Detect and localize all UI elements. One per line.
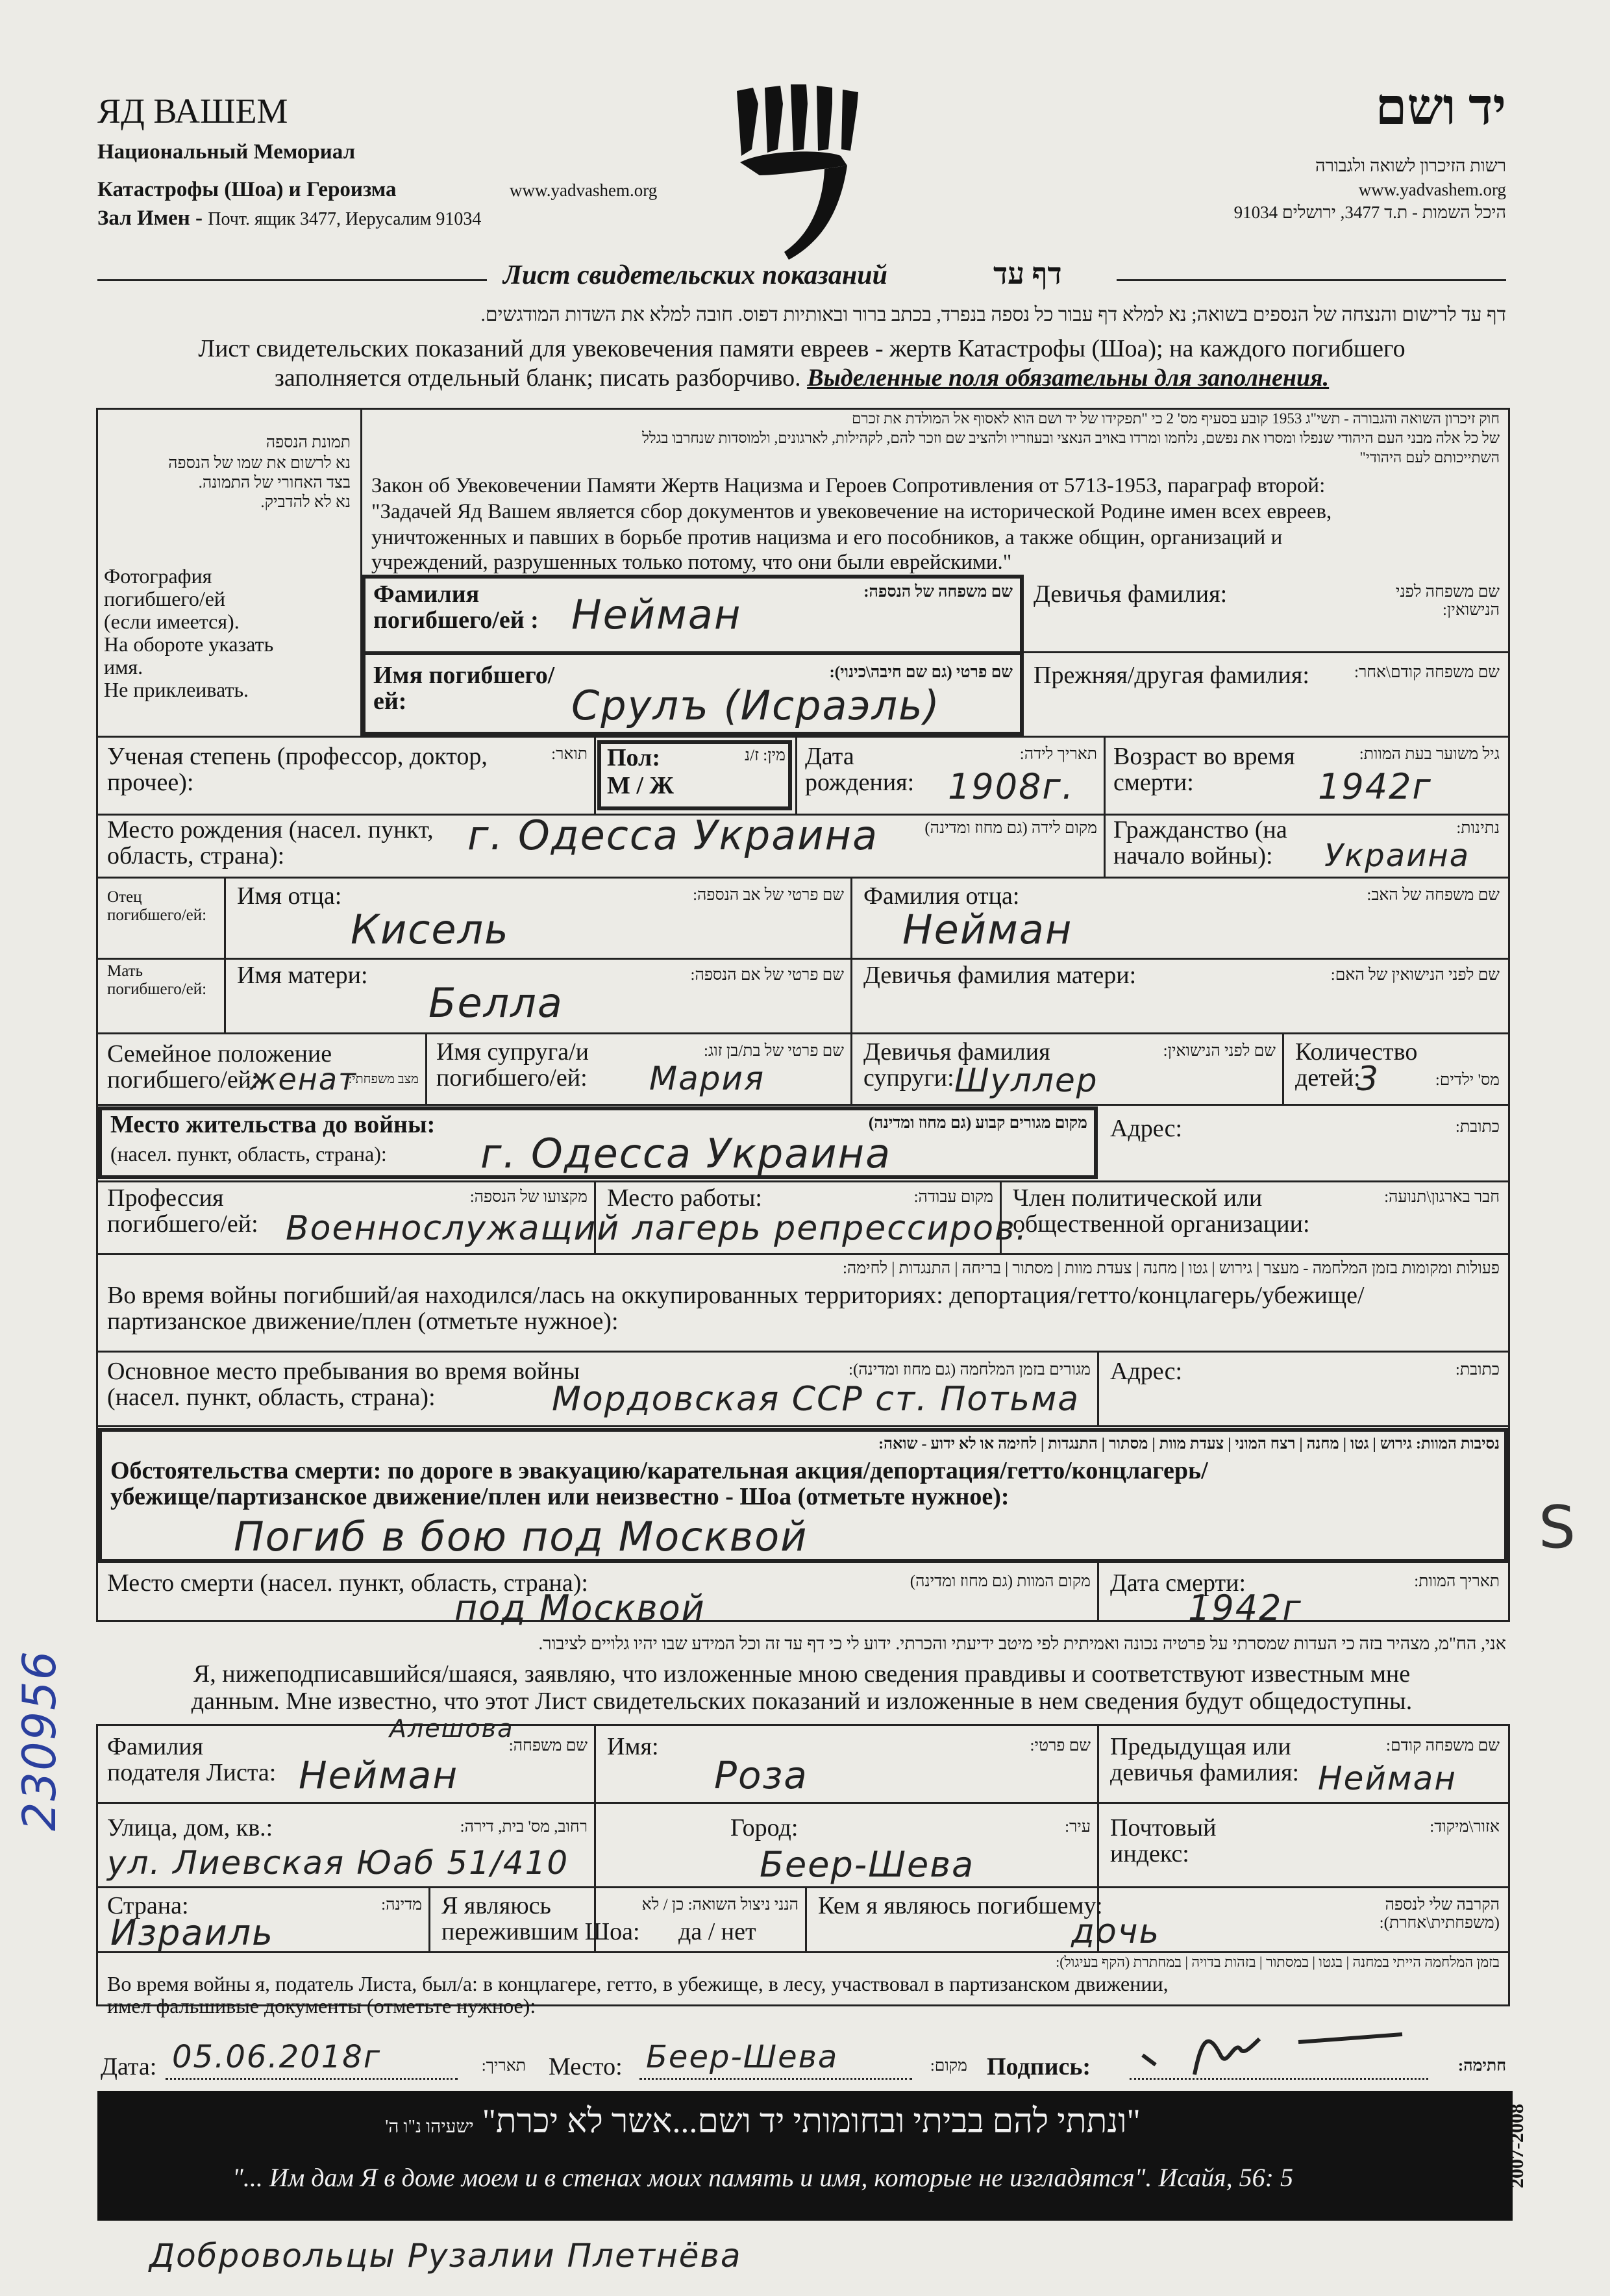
submitter-wartime-ru-1: Во время войны я, податель Листа, был/а: в концлагере, гетто, в убежище, в лесу, участвовал в партизанском движении, — [107, 1972, 1169, 1995]
father-name-value[interactable]: Кисель — [351, 906, 510, 953]
city-label: Город: — [730, 1814, 799, 1841]
prev-surname-he: שם משפחה קודם: — [1386, 1737, 1500, 1754]
name-value[interactable]: Срулъ (Исраэль) — [571, 682, 941, 729]
place-label: Место: — [549, 2053, 623, 2080]
age-label: Возраст во время смерти: — [1113, 743, 1295, 796]
law-ru-4: учреждений, разрушенных только потому, что они были еврейскими." — [371, 551, 1012, 574]
sex-label: Пол: — [607, 744, 661, 771]
spouse-he: שם פרטי של בת/בן זוג: — [704, 1042, 844, 1060]
street-he: רחוב, מס' בית, דירה: — [460, 1818, 588, 1836]
maiden-he: שם משפחה לפני הנישואין: — [1395, 583, 1500, 619]
death-circ-value[interactable]: Погиб в бою под Москвой — [234, 1513, 808, 1560]
survivor-he: הנני ניצול השואה: כן / לא — [641, 1896, 799, 1914]
residence-sub: (насел. пункт, область, страна): — [110, 1142, 387, 1166]
date-label: Дата: — [101, 2053, 157, 2080]
workplace-he: מקום עבודה: — [913, 1188, 993, 1206]
birthplace-label: Место рождения (насел. пункт, область, страна): — [107, 816, 434, 869]
death-place-value[interactable]: под Москвой — [454, 1588, 706, 1628]
death-date-label: Дата смерти: — [1110, 1569, 1246, 1597]
mother-name-label: Имя матери: — [237, 962, 368, 989]
citizenship-value[interactable]: Украина — [1324, 838, 1470, 874]
party-he: חבר בארגון\תנועה: — [1384, 1188, 1500, 1206]
residence-he: מקום מגורים קבוע (גם מחוז ומדינה) — [868, 1114, 1087, 1132]
surname-he: שם משפחה של הנספה: — [863, 583, 1013, 601]
father-surname-he: שם משפחה של האב: — [1367, 886, 1500, 904]
street-value[interactable]: ул. Лиевская Юаб 51/410 — [107, 1844, 569, 1882]
sex-he: מין: ז/נ — [745, 747, 786, 764]
country-he: מדינה: — [381, 1896, 422, 1914]
spouse-maiden-he: שם לפני הנישואין: — [1163, 1042, 1276, 1060]
mother-maiden-label: Девичья фамилия матери: — [863, 962, 1137, 989]
prev-surname-value[interactable]: Нейман — [1318, 1760, 1457, 1797]
country-label: Страна: — [107, 1892, 189, 1919]
org-title-ru: ЯД ВАШЕМ — [97, 92, 288, 131]
children-he: מס' ילדים: — [1435, 1071, 1500, 1089]
age-he: גיל משוער בעת המוות: — [1359, 745, 1500, 763]
marital-label: Семейное положение погибшего/ей: — [107, 1040, 332, 1093]
death-circ-he: נסיבות המוות: גירוש | גטו | מחנה | רצח המוני | צעדת מוות | מסתור | התנגדות | לחימה או לא ידוע - שואה: — [878, 1436, 1500, 1453]
wartime-ru-2: партизанское движение/плен (отметьте нужное): — [107, 1308, 619, 1335]
zip-label: Почтовый индекс: — [1110, 1814, 1217, 1867]
org-title-he: יד ושם — [1375, 79, 1506, 135]
law-he-1: חוק זיכרון השואה והגבורה - תשי"ג 1953 קובע בסעיף מס' 2 כי "תפקידו של יד ושם הוא לאסוף אל המולדת את זכרם — [851, 410, 1500, 427]
photo-ru-3: (если имеется). — [104, 610, 240, 633]
profession-label: Профессия погибшего/ей: — [107, 1184, 258, 1238]
relation-value[interactable]: дочь — [1071, 1912, 1161, 1951]
spouse-maiden-value[interactable]: Шуллер — [954, 1062, 1098, 1099]
dob-he: תאריך לידה: — [1019, 745, 1097, 763]
signature-mark[interactable] — [1130, 2016, 1441, 2081]
profession-he: מקצועו של הנספה: — [469, 1188, 588, 1206]
submitter-name-value[interactable]: Роза — [714, 1753, 808, 1797]
photo-ru-6: Не приклеивать. — [104, 678, 249, 701]
father-name-label: Имя отца: — [237, 882, 342, 910]
birthplace-he: מקום לידה (גם מחוז ומדינה) — [924, 819, 1097, 837]
residence-label: Место жительства до войны: — [110, 1111, 436, 1138]
submitter-surname-label: Фамилия подателя Листа: — [107, 1733, 277, 1786]
website-left: www.yadvashem.org — [510, 181, 658, 200]
surname-value[interactable]: Нейман — [571, 591, 742, 638]
citizenship-label: Гражданство (на начало войны): — [1113, 816, 1287, 869]
father-side-label: Отец погибшего/ей: — [107, 888, 207, 924]
photo-ru-4: На обороте указать — [104, 632, 274, 656]
relation-he: הקרבה שלי לנספה (משפחתית\אחרת): — [1379, 1896, 1500, 1932]
marital-he: מצב משפחתי: — [348, 1072, 419, 1086]
intro-he: דף עד לרישום והנצחה של הנספים בשואה; נא למלא דף עבור כל נספה בנפרד, בכתב ברור ובאותיות דפוס. חובה למלא את השדות המודגשים. — [480, 304, 1506, 325]
submitter-wartime-he: בזמן המלחמה הייתי במחנה | בגטו | במסתור | בזהות בדויה | במחתרת (הקף בעיגול): — [1056, 1954, 1500, 1970]
law-ru-2: "Задачей Яд Вашем является сбор документов и увековечение на исторической Родине имен всех евреев, — [371, 500, 1332, 523]
marital-value[interactable]: женат — [250, 1062, 357, 1097]
form-title-he: דף עד — [993, 257, 1062, 290]
degree-he: תואר: — [551, 745, 588, 763]
survivor-options[interactable]: да / нет — [678, 1918, 756, 1945]
form-title-ru: Лист свидетельских показаний — [503, 260, 887, 290]
age-value[interactable]: 1942г — [1318, 766, 1432, 807]
address-he: כתובת: — [1455, 1118, 1500, 1136]
death-place-label: Место смерти (насел. пункт, область, страна): — [107, 1569, 588, 1597]
degree-label: Ученая степень (профессор, доктор, прочее): — [107, 743, 488, 796]
footer-year: 2007-2008 — [1506, 2104, 1528, 2188]
org-address-ru: Зал Имен - Почт. ящик 3477, Иерусалим 91034 — [97, 206, 482, 230]
photo-he-4: נא לא להדביק. — [260, 493, 351, 511]
declaration-he: אני, הח"מ, מצהיר בזה כי העדות שמסרתי על פרטיה נכונה ואמיתית לפי מיטב ידיעתי והכרתי. ידוע לי כי דף עד זה וכל המידע שבו יהיו גלויים לציבור. — [538, 1634, 1506, 1653]
country-value[interactable]: Израиль — [110, 1912, 274, 1953]
residence-value[interactable]: г. Одесса Украина — [480, 1130, 892, 1177]
surname-label: Фамилия погибшего/ей : — [373, 580, 539, 634]
death-date-he: תאריך המוות: — [1414, 1573, 1500, 1590]
mother-side-label: Мать погибшего/ей: — [107, 962, 207, 998]
spouse-label: Имя супруга/и погибшего/ей: — [436, 1038, 589, 1092]
submitter-wartime-ru-2: имел фальшивые документы (отметьте нужное): — [107, 1994, 536, 2017]
footer-quote-he: "ונתתי להם בביתי ובחומותי יד ושם...אשר לא יכרת" ישעיהו נ"ו ה' — [385, 2103, 1141, 2140]
footer-quote-ru: "... Им дам Я в доме моем и в стенах моих память и имя, которые не изгладятся". Исайя, 56: 5 — [232, 2163, 1293, 2192]
other-surname-label: Прежняя/другая фамилия: — [1034, 662, 1309, 689]
death-circ-ru-1: Обстоятельства смерти: по дороге в эвакуацию/карательная акция/депортация/гетто/концлагерь/ — [110, 1457, 1208, 1484]
spouse-value[interactable]: Мария — [649, 1060, 765, 1097]
mother-name-he: שם פרטי של אם הנספה: — [690, 966, 844, 984]
party-label: Член политической или общественной организации: — [1013, 1184, 1310, 1238]
dob-label: Дата рождения: — [805, 743, 915, 796]
name-label: Имя погибшего/ей: — [373, 662, 555, 715]
intro-ru-2: заполняется отдельный бланк; писать разборчиво. Выделенные поля обязательны для заполнения. — [274, 364, 1330, 392]
yad-vashem-logo — [727, 78, 876, 266]
other-surname-he: שם משפחה קודם\אחר: — [1354, 664, 1500, 681]
photo-he-1: תמונת הנספה — [266, 434, 351, 451]
wartime-ru-1: Во время войны погибший/ая находился/лась на оккупированных территориях: депортация/гетто/концлагерь/убежище/ — [107, 1282, 1365, 1309]
prev-surname-label: Предыдущая или девичья фамилия: — [1110, 1733, 1300, 1786]
sex-options[interactable]: М / Ж — [607, 772, 674, 799]
photo-ru-1: Фотография — [104, 564, 212, 588]
photo-ru-5: имя. — [104, 655, 143, 679]
submitter-name-label: Имя: — [607, 1733, 659, 1760]
father-surname-label: Фамилия отца: — [863, 882, 1020, 910]
children-label: Количество детей: — [1295, 1038, 1418, 1092]
archive-number: 230956 — [13, 1649, 66, 1831]
sign-label: Подпись: — [987, 2053, 1091, 2080]
main-address-he: כתובת: — [1455, 1361, 1500, 1379]
mother-maiden-he: שם לפני הנישואין של האם: — [1330, 966, 1500, 984]
declaration-ru-1: Я, нижеподписавшийся/шаяся, заявляю, что изложенные мною сведения правдивы и соответствуют известным мне — [193, 1660, 1411, 1688]
photo-ru-2: погибшего/ей — [104, 587, 226, 610]
declaration-ru-2: данным. Мне известно, что этот Лист свидетельских показаний и изложенные в нем сведения будут общедоступны. — [191, 1688, 1413, 1715]
main-place-label: Основное место пребывания во время войны (насел. пункт, область, страна): — [107, 1358, 580, 1411]
law-ru-1: Закон об Увековечении Памяти Жертв Нацизма и Героев Сопротивления от 5713-1953, параграф второй: — [371, 474, 1326, 497]
place-he: מקום: — [930, 2057, 967, 2075]
death-date-value[interactable]: 1942г — [1188, 1588, 1302, 1628]
main-place-value[interactable]: Мордовская ССР ст. Потьма — [552, 1380, 1080, 1419]
submitter-name-he: שם פרטי: — [1030, 1737, 1091, 1754]
volunteer-note: Добровольцы Рузалии Плетнёва — [149, 2237, 742, 2275]
sign-he: חתימה: — [1457, 2057, 1506, 2075]
margin-letter-mark: S — [1539, 1493, 1576, 1562]
org-line1-he: רשות הזיכרון לשואה ולגבורה — [1315, 156, 1506, 175]
survivor-label: Я являюсь пережившим Шоа: — [441, 1892, 640, 1945]
law-he-2: של כל אלה מבני העם היהודי שנפלו ומסרו את נפשם, נלחמו ומרדו באויב הנאצי ובעוזריו ולהציב שם וזכר להם, לקהילות, לארגונים, ולמוסדות שנחרבו בגלל — [642, 430, 1500, 446]
citizenship-he: נתינות: — [1456, 819, 1500, 837]
death-circ-ru-2: убежище/партизанское движение/плен или неизвестно - Шоа (отметьте нужное): — [110, 1483, 1009, 1510]
city-he: עיר: — [1065, 1818, 1091, 1836]
workplace-label: Место работы: — [607, 1184, 762, 1212]
children-value[interactable]: 3 — [1357, 1060, 1380, 1099]
spouse-maiden-label: Девичья фамилия супруги: — [863, 1038, 1050, 1092]
address-label: Адрес: — [1110, 1115, 1183, 1142]
submitter-surname-overwrite: Алешова — [390, 1714, 514, 1743]
father-surname-value[interactable]: Нейман — [902, 906, 1073, 953]
intro-ru-1: Лист свидетельских показаний для увековечения памяти евреев - жертв Катастрофы (Шоа); на каждого погибшего — [198, 335, 1406, 362]
maiden-label: Девичья фамилия: — [1034, 580, 1228, 608]
name-he: שם פרטי (גם שם חיבה\כינוי): — [829, 664, 1013, 681]
org-line1-ru: Национальный Мемориал — [97, 140, 356, 164]
law-ru-3: уничтоженных и павших в борьбе против нацизма и его пособников, а также общин, организаций и — [371, 526, 1283, 549]
profession-value[interactable]: Военнослужащий лагерь репрессиров. — [286, 1209, 1028, 1248]
mother-name-value[interactable]: Белла — [428, 979, 564, 1027]
submitter-surname-he: שם משפחה: — [508, 1737, 588, 1754]
date-he: תאריך: — [481, 2057, 526, 2075]
street-label: Улица, дом, кв.: — [107, 1814, 273, 1841]
org-line2-ru: Катастрофы (Шоа) и Героизма — [97, 178, 397, 201]
death-place-he: מקום המוות (גם מחוז ומדינה) — [910, 1573, 1091, 1590]
submitter-surname-value[interactable]: Нейман — [299, 1753, 459, 1797]
wartime-he: פעולות ומקומות בזמן המלחמה - מעצר | גירוש | גטו | מחנה | צעדת מוות | מסתור | בריחה | התנגדות | לחימה: — [842, 1260, 1500, 1277]
relation-label: Кем я являюсь погибшему: — [818, 1892, 1103, 1919]
law-he-3: השתייכותם לעם היהודי" — [1359, 449, 1500, 466]
place-value[interactable]: Беер-Шева — [646, 2039, 839, 2075]
dob-value[interactable]: 1908г. — [948, 766, 1074, 807]
date-value[interactable]: 05.06.2018г — [172, 2039, 382, 2075]
main-address-label: Адрес: — [1110, 1358, 1183, 1385]
website-right: www.yadvashem.org — [1358, 180, 1506, 199]
photo-he-3: בצד האחורי של התמונה. — [198, 474, 351, 492]
birthplace-value[interactable]: г. Одесса Украина — [467, 812, 879, 859]
zip-he: אזור\מיקוד: — [1430, 1818, 1500, 1836]
photo-he-2: נא לרשום את שמו של הנספה — [168, 455, 351, 472]
father-name-he: שם פרטי של אב הנספה: — [693, 886, 844, 904]
city-value[interactable]: Беер-Шева — [760, 1844, 975, 1885]
org-address-he: היכל השמות - ת.ד 3477, ירושלים 91034 — [1233, 203, 1506, 222]
main-place-he: מגורים בזמן המלחמה (גם מחוז ומדינה): — [848, 1361, 1091, 1379]
